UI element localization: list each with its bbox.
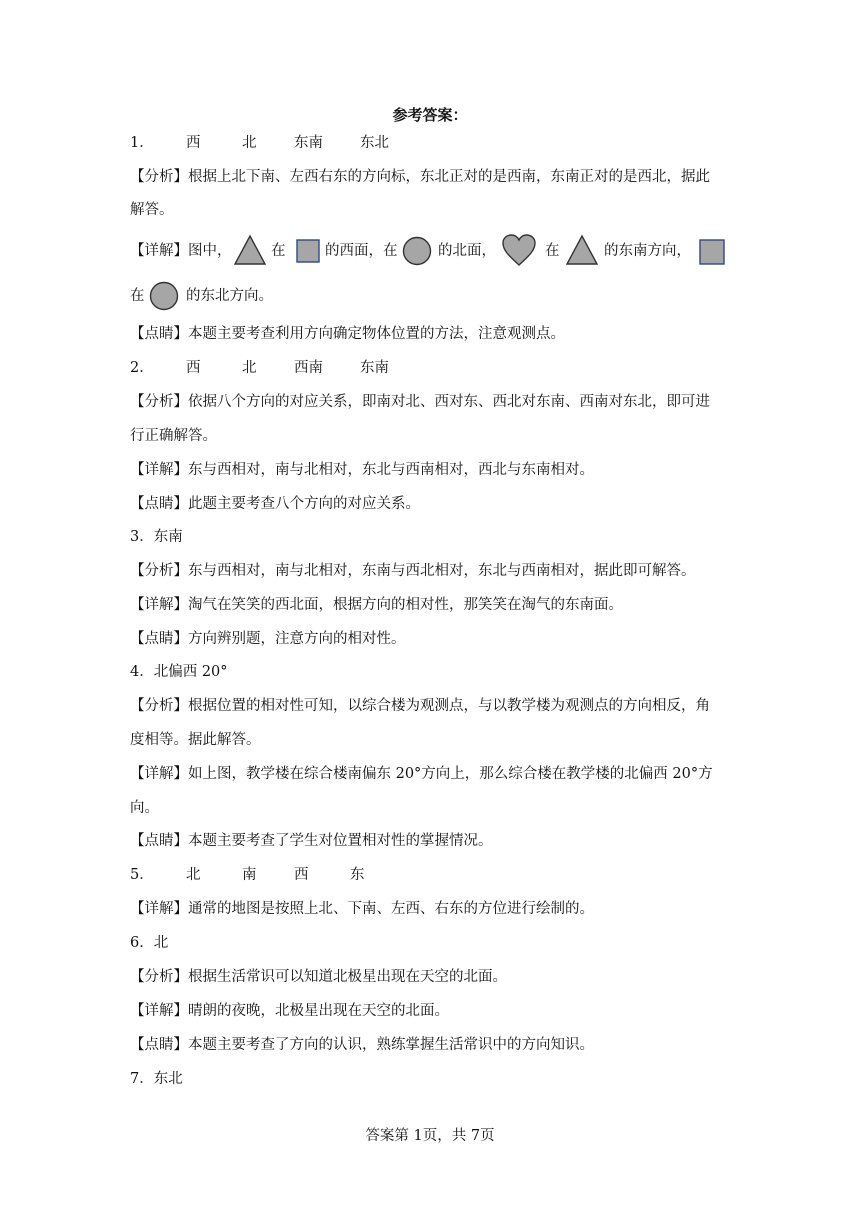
square-icon bbox=[296, 239, 320, 263]
q6-comment: 【点睛】本题主要考查了方向的认识，熟练掌握生活常识中的方向知识。 bbox=[130, 1037, 594, 1053]
q5-answer-2: 南 bbox=[242, 867, 257, 883]
q1-comment: 【点睛】本题主要考查利用方向确定物体位置的方法，注意观测点。 bbox=[130, 326, 565, 342]
q4-analysis-line-1: 【分析】根据位置的相对性可知，以综合楼为观测点，与以教学楼为观测点的方向相反，角 bbox=[130, 698, 710, 714]
q5-detail: 【详解】通常的地图是按照上北、下南、左西、右东的方位进行绘制的。 bbox=[130, 901, 594, 917]
page-footer: 答案第 1页，共 7页 bbox=[365, 1128, 495, 1144]
q1-detail-part-2: 在 bbox=[271, 243, 286, 259]
q1-answer-line bbox=[130, 132, 389, 154]
q4-detail-line-2: 向。 bbox=[130, 800, 159, 816]
q1-answer-1: 西 bbox=[186, 135, 201, 151]
q6-detail: 【详解】晴朗的夜晚，北极星出现在天空的北面。 bbox=[130, 1003, 449, 1019]
q2-comment: 【点睛】此题主要考查八个方向的对应关系。 bbox=[130, 496, 420, 512]
q2-answer-3: 西南 bbox=[294, 360, 323, 376]
q1-detail-part-6: 的东南方向， bbox=[604, 243, 691, 259]
q5-answer-4: 东 bbox=[350, 867, 365, 883]
q2-answer-2: 北 bbox=[242, 360, 257, 376]
q4-answer-line: 4．北偏西 20° bbox=[130, 664, 228, 680]
q1-analysis-line-2: 解答。 bbox=[130, 202, 174, 218]
q1-number: 1． bbox=[130, 135, 154, 151]
q3-comment: 【点睛】方向辨别题，注意方向的相对性。 bbox=[130, 631, 406, 647]
q6-answer-line: 6．北 bbox=[130, 935, 169, 951]
heart-icon bbox=[501, 233, 537, 267]
q5-answer-line bbox=[130, 864, 365, 886]
q1-detail-part-3: 的西面，在 bbox=[325, 243, 398, 259]
q1-analysis-line-1: 【分析】根据上北下南、左西右东的方向标，东北正对的是西南，东南正对的是西北，据此 bbox=[130, 169, 710, 185]
q4-comment: 【点睛】本题主要考查了学生对位置相对性的掌握情况。 bbox=[130, 833, 493, 849]
q2-answer-line bbox=[130, 357, 389, 379]
q1-detail-part-7: 在 bbox=[130, 288, 145, 304]
q2-answer-4: 东南 bbox=[360, 360, 389, 376]
q2-answer-1: 西 bbox=[186, 360, 201, 376]
q1-detail-part-8: 的东北方向。 bbox=[186, 288, 273, 304]
q2-analysis-line-1: 【分析】依据八个方向的对应关系，即南对北、西对东、西北对东南、西南对东北，即可进 bbox=[130, 394, 710, 410]
q1-detail-part-4: 的北面， bbox=[438, 243, 496, 259]
circle-icon bbox=[149, 281, 179, 311]
page-title: 参考答案： bbox=[392, 106, 468, 124]
q4-detail-line-1: 【详解】如上图，教学楼在综合楼南偏东 20°方向上，那么综合楼在教学楼的北偏西 20°方 bbox=[130, 766, 713, 782]
square-icon bbox=[699, 239, 725, 265]
q3-analysis: 【分析】东与西相对，南与北相对，东南与西北相对，东北与西南相对，据此即可解答。 bbox=[130, 563, 696, 579]
q2-detail: 【详解】东与西相对，南与北相对，东北与西南相对，西北与东南相对。 bbox=[130, 462, 594, 478]
q2-analysis-line-2: 行正确解答。 bbox=[130, 428, 217, 444]
q3-answer-line: 3．东南 bbox=[130, 529, 183, 545]
triangle-icon bbox=[233, 234, 267, 266]
q7-answer-line: 7．东北 bbox=[130, 1071, 183, 1087]
triangle-icon bbox=[565, 234, 599, 266]
q5-number: 5． bbox=[130, 867, 154, 883]
q4-analysis-line-2: 度相等。据此解答。 bbox=[130, 732, 261, 748]
q5-answer-1: 北 bbox=[186, 867, 201, 883]
q1-detail-part-5: 在 bbox=[545, 243, 560, 259]
q5-answer-3: 西 bbox=[294, 867, 309, 883]
q1-answer-4: 东北 bbox=[360, 135, 389, 151]
q1-answer-2: 北 bbox=[242, 135, 257, 151]
circle-icon bbox=[402, 236, 432, 266]
q1-detail-part-1: 【详解】图中， bbox=[130, 243, 232, 259]
q6-analysis: 【分析】根据生活常识可以知道北极星出现在天空的北面。 bbox=[130, 969, 507, 985]
q1-answer-3: 东南 bbox=[294, 135, 323, 151]
q2-number: 2． bbox=[130, 360, 154, 376]
q3-detail: 【详解】淘气在笑笑的西北面，根据方向的相对性，那笑笑在淘气的东南面。 bbox=[130, 597, 623, 613]
